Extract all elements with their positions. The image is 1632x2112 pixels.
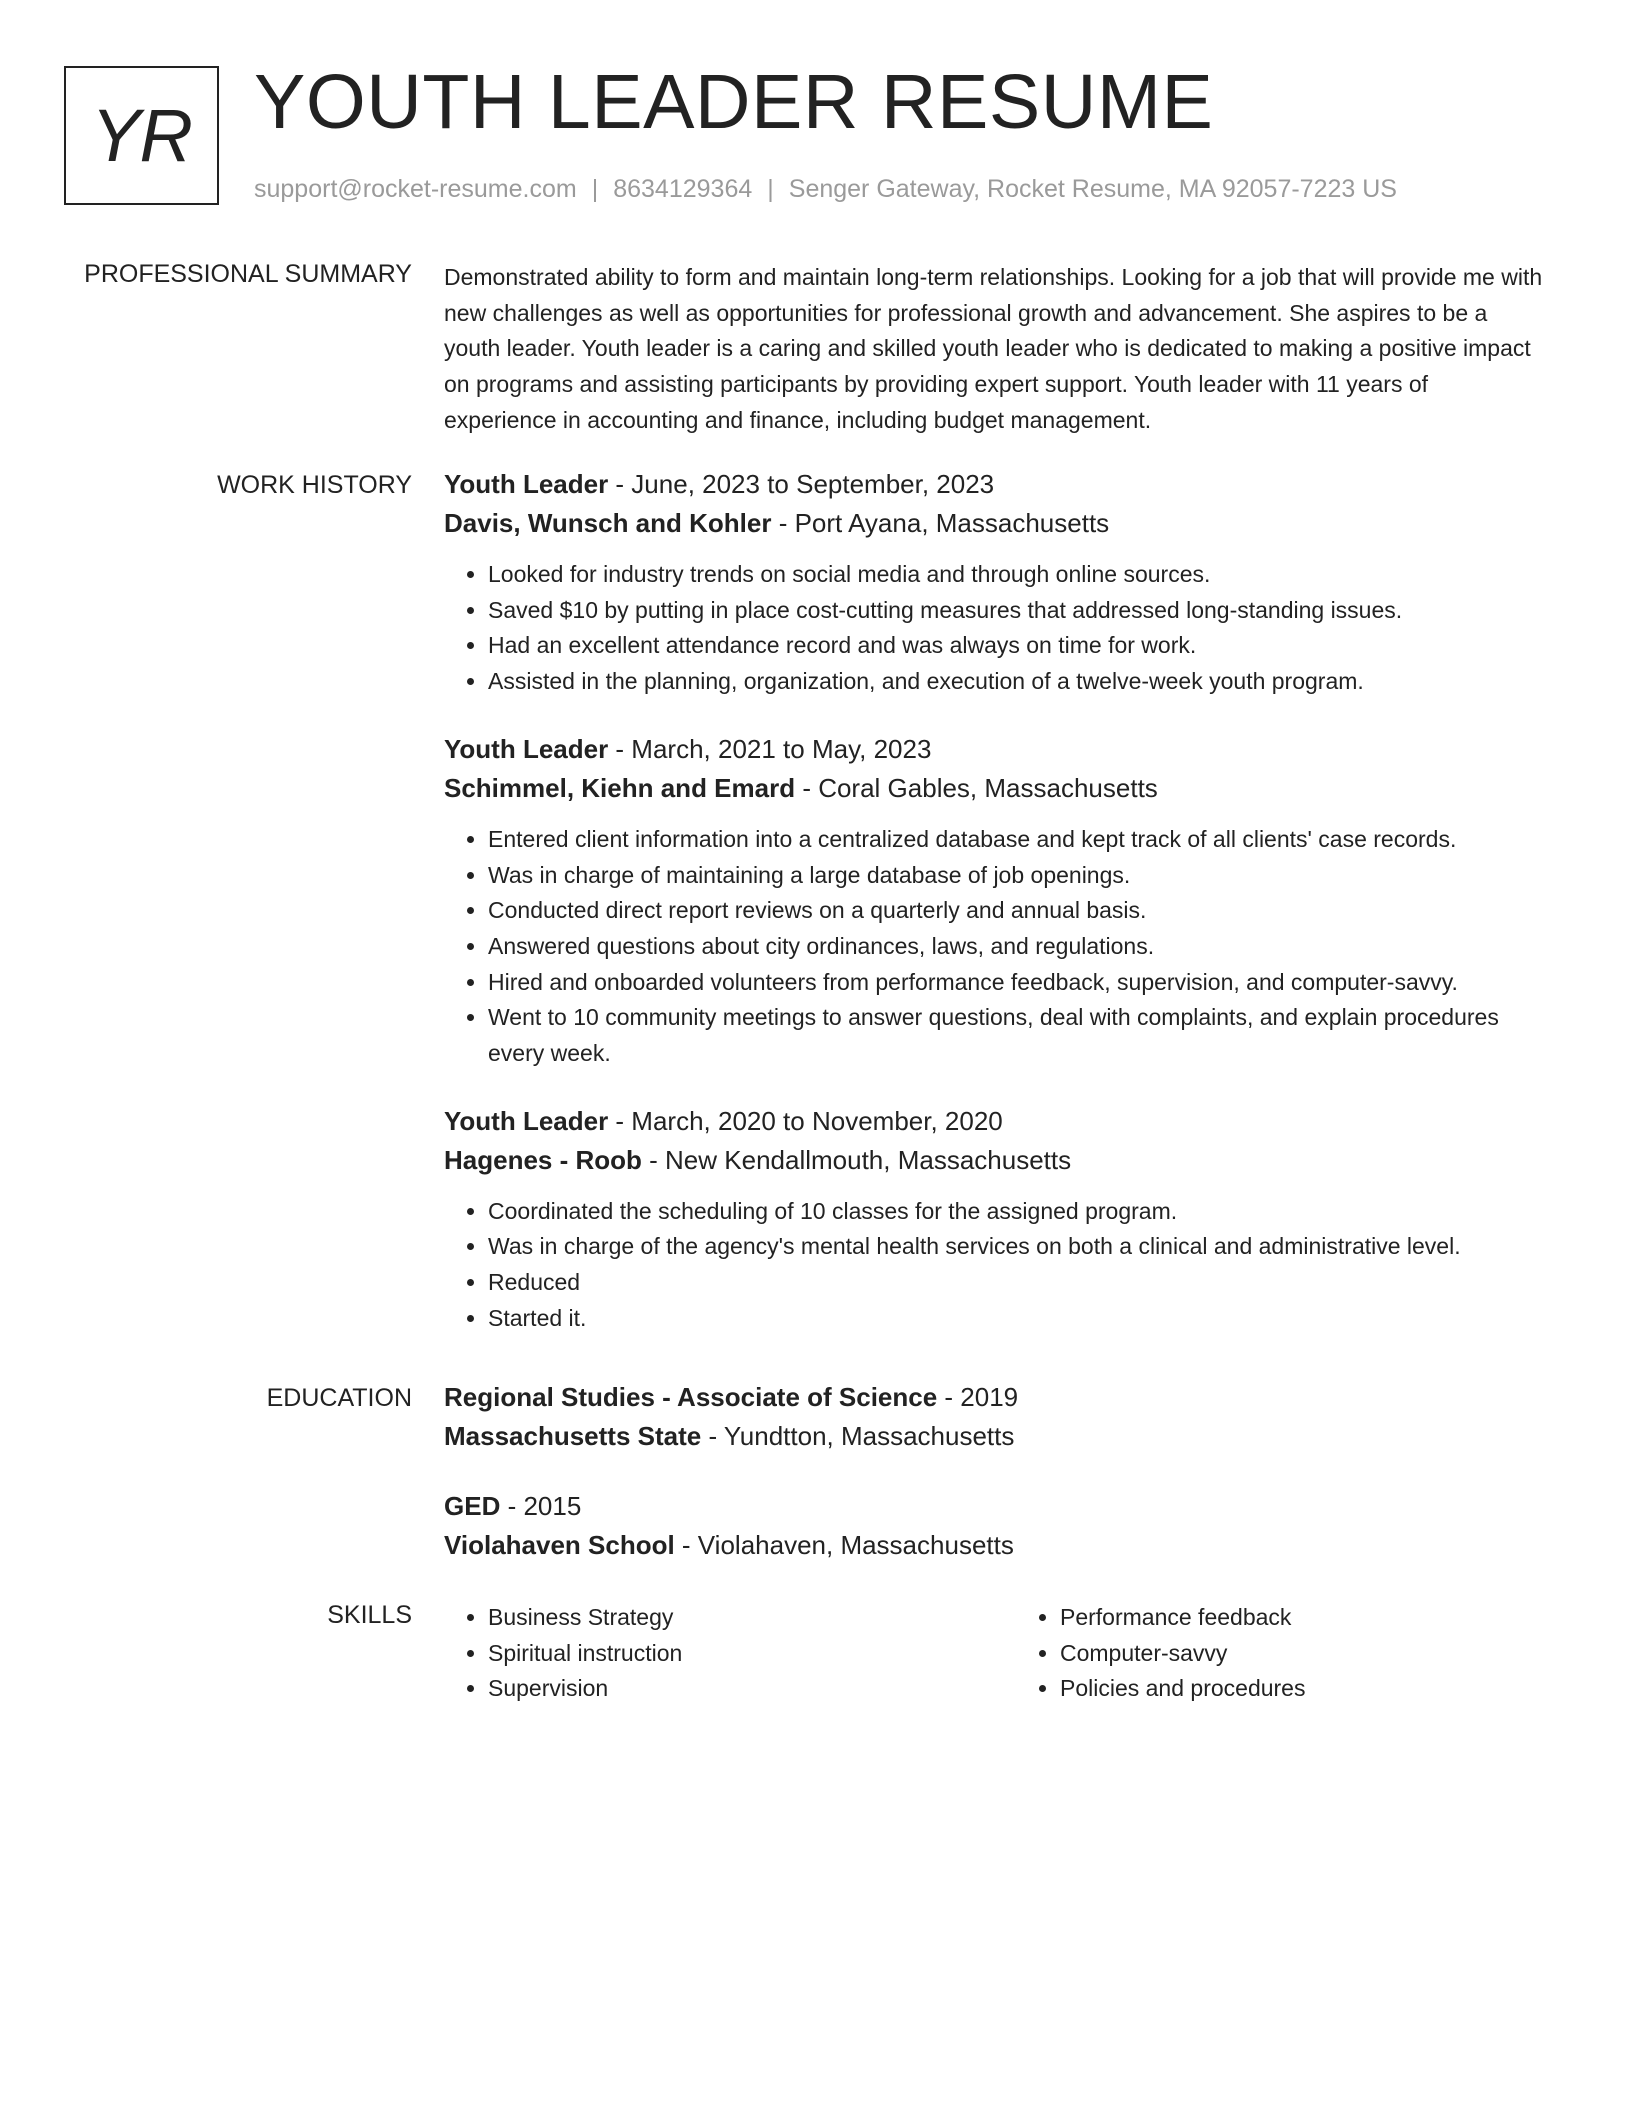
- skills-list-right: [1016, 1600, 1544, 1707]
- contact-separator: |: [767, 175, 774, 203]
- job-company: Schimmel, Kiehn and Emard: [444, 772, 796, 803]
- education-location: - Violahaven, Massachusetts: [674, 1530, 1014, 1560]
- education-degree: GED: [444, 1491, 501, 1521]
- job-title: Youth Leader: [444, 733, 609, 764]
- job-bullet: • Entered client information into a centralized database and kept track of all clients' case records.: [488, 822, 1544, 858]
- job-location: - Coral Gables, Massachusetts: [795, 772, 1158, 803]
- job-title-line: [444, 730, 1544, 769]
- skills-list-left: [444, 1600, 972, 1707]
- section-heading-summary: PROFESSIONAL SUMMARY: [84, 260, 412, 288]
- job-bullet: • Started it.: [488, 1301, 1544, 1337]
- job-title-line: [444, 465, 1544, 504]
- job-location: - New Kendallmouth, Massachusetts: [641, 1144, 1072, 1175]
- education-school-line: [444, 1526, 1544, 1565]
- job-company: Davis, Wunsch and Kohler: [444, 508, 772, 538]
- job-company-line: [444, 769, 1544, 808]
- section-heading-work-history: WORK HISTORY: [217, 471, 412, 499]
- job-bullet: • Went to 10 community meetings to answer questions, deal with complaints, and explain procedures every week.: [488, 1000, 1544, 1071]
- job-company-line: [444, 1141, 1544, 1180]
- contact-line: [254, 174, 1397, 204]
- contact-email: support@rocket-resume.com: [254, 175, 577, 203]
- contact-separator: |: [591, 175, 599, 203]
- education-school: Massachusetts State: [444, 1421, 702, 1451]
- job-bullet: • Hired and onboarded volunteers from performance feedback, supervision, and computer-savvy.: [488, 965, 1544, 1001]
- education-degree: Regional Studies - Associate of Science: [444, 1382, 938, 1412]
- skill-item: • Computer-savvy: [1060, 1636, 1544, 1672]
- job-bullet: • Answered questions about city ordinances, laws, and regulations.: [488, 929, 1544, 965]
- section-heading-skills: SKILLS: [327, 1601, 412, 1629]
- skills-columns: [444, 1600, 1544, 1707]
- job-company-line: [444, 504, 1544, 543]
- job-bullet: • Assisted in the planning, organization, and execution of a twelve-week youth program.: [488, 664, 1544, 700]
- education-school: Violahaven School: [444, 1530, 675, 1560]
- education-school-line: [444, 1417, 1544, 1456]
- job-title: Youth Leader: [444, 469, 609, 499]
- monogram-box: YR: [64, 66, 219, 205]
- section-heading-education: EDUCATION: [266, 1384, 412, 1412]
- skill-item: • Spiritual instruction: [488, 1636, 972, 1672]
- job-bullet: • Looked for industry trends on social media and through online sources.: [488, 557, 1544, 593]
- resume-title: YOUTH LEADER RESUME: [254, 59, 1214, 145]
- skill-item: • Performance feedback: [1060, 1600, 1544, 1636]
- job-bullets: [444, 557, 1544, 700]
- education-location: - Yundtton, Massachusetts: [701, 1421, 1015, 1451]
- job-bullet: • Reduced: [488, 1265, 1544, 1301]
- job-dates: - June, 2023 to September, 2023: [608, 469, 995, 499]
- education-degree-line: [444, 1487, 1544, 1526]
- skill-item: • Policies and procedures: [1060, 1671, 1544, 1707]
- education-year: - 2015: [500, 1491, 582, 1521]
- job-bullet: • Conducted direct report reviews on a quarterly and annual basis.: [488, 893, 1544, 929]
- job-location: - Port Ayana, Massachusetts: [771, 508, 1110, 538]
- summary-text: Demonstrated ability to form and maintain long-term relationships. Looking for a job that will provide me with new challenges as well as opportunities for professional growth and advancement. She aspires to be a youth leader. Youth leader is a caring and skilled youth leader who is dedicated to making a positive impact on programs and assisting participants by providing expert support. Youth leader with 11 years of experience in accounting and finance, including budget management.: [444, 264, 1543, 433]
- education-year: - 2019: [937, 1382, 1019, 1412]
- job-bullet: • Coordinated the scheduling of 10 classes for the assigned program.: [488, 1194, 1544, 1230]
- job-bullets: [444, 1194, 1544, 1337]
- job-bullets: [444, 822, 1544, 1072]
- education-entry: [444, 1378, 1544, 1456]
- job-dates: - March, 2020 to November, 2020: [608, 1105, 1003, 1136]
- job-bullet: • Was in charge of maintaining a large database of job openings.: [488, 858, 1544, 894]
- skill-item: • Business Strategy: [488, 1600, 972, 1636]
- skill-item: • Supervision: [488, 1671, 972, 1707]
- job-bullet: • Had an excellent attendance record and was always on time for work.: [488, 628, 1544, 664]
- education-entry: [444, 1487, 1544, 1565]
- job-dates: - March, 2021 to May, 2023: [608, 733, 932, 764]
- job-entry: [444, 730, 1544, 1072]
- job-title: Youth Leader: [444, 1105, 609, 1136]
- job-title-line: [444, 1102, 1544, 1141]
- job-bullet: • Was in charge of the agency's mental health services on both a clinical and administrative level.: [488, 1229, 1544, 1265]
- job-bullet: • Saved $10 by putting in place cost-cutting measures that addressed long-standing issues.: [488, 593, 1544, 629]
- contact-address: Senger Gateway, Rocket Resume, MA 92057-7223 US: [788, 175, 1397, 203]
- contact-phone: 8634129364: [613, 175, 753, 203]
- job-entry: [444, 465, 1544, 700]
- job-entry: [444, 1102, 1544, 1337]
- education-degree-line: [444, 1378, 1544, 1417]
- job-company: Hagenes - Roob: [444, 1144, 642, 1175]
